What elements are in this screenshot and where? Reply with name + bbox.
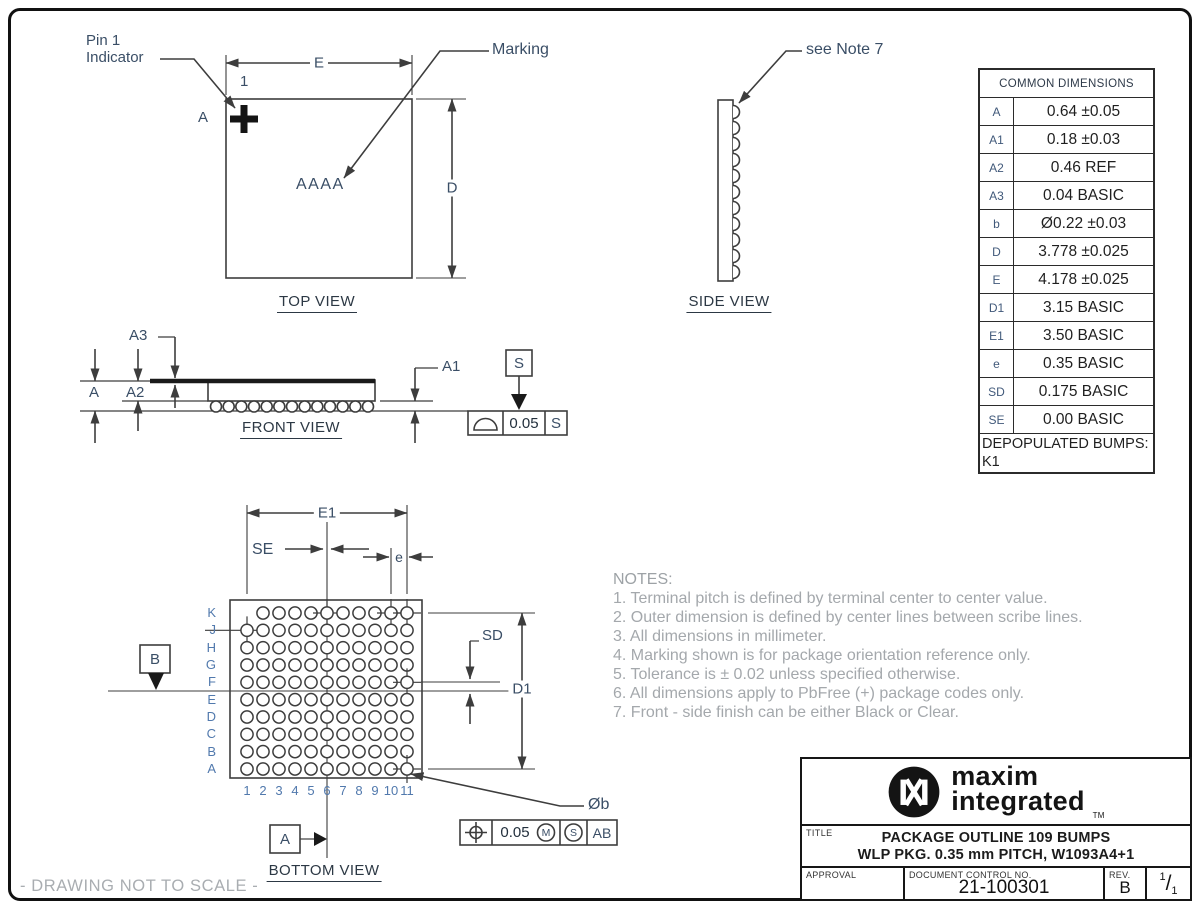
datum-s-label: S (513, 354, 524, 372)
page-slash: / (1165, 871, 1172, 895)
side-bump (733, 218, 740, 231)
table-row (980, 378, 1153, 406)
bump-B8 (353, 746, 365, 758)
front-bump (312, 401, 323, 412)
rev-value: B (1119, 878, 1131, 897)
bump-C6 (321, 728, 333, 740)
grid-column-label: 10 (383, 783, 399, 798)
grid-column-label: 5 (307, 783, 315, 798)
bump-B10 (385, 746, 397, 758)
dimension-symbol: E (980, 266, 1014, 293)
bump-H1 (241, 642, 253, 654)
dimension-value: 0.18 ±0.03 (1046, 130, 1121, 148)
bump-G6 (321, 659, 333, 671)
flatness-datum: S (550, 414, 561, 432)
bump-C1 (241, 728, 253, 740)
page-denominator: 1 (1171, 884, 1178, 897)
dimensions-table-rows (980, 98, 1153, 434)
front-view-caption: FRONT VIEW (240, 419, 342, 439)
datum-a-triangle-icon (314, 832, 327, 846)
bump-C11 (401, 728, 413, 740)
table-row (980, 350, 1153, 378)
bump-F3 (273, 676, 285, 688)
page-numerator: 1 (1159, 870, 1166, 883)
bump-C3 (273, 728, 285, 740)
marking-leader (344, 51, 489, 178)
bump-E8 (353, 694, 365, 706)
datum-b-triangle-icon (148, 673, 164, 690)
table-row (980, 406, 1153, 434)
datum-s-triangle-icon (511, 394, 527, 410)
bump-E3 (273, 694, 285, 706)
grid-column-label: 8 (355, 783, 363, 798)
side-bump (733, 106, 740, 119)
table-row (980, 182, 1153, 210)
bump-A5 (305, 763, 317, 775)
dimension-value: 3.50 BASIC (1043, 326, 1124, 344)
table-row (980, 266, 1153, 294)
dimension-value: 0.04 BASIC (1043, 186, 1124, 204)
bump-A8 (353, 763, 365, 775)
dim-d1-label: D1 (508, 681, 535, 698)
side-bump (733, 202, 739, 215)
position-symbol-icon (465, 822, 487, 843)
bump-B7 (337, 746, 349, 758)
front-bump (223, 401, 234, 412)
brand-line1: maxim (951, 760, 1039, 791)
bump-G9 (369, 659, 381, 671)
grid-column-label: 6 (323, 783, 331, 798)
flatness-value: 0.05 (509, 414, 539, 432)
bump-H9 (369, 642, 381, 654)
side-bump (733, 250, 740, 263)
bump-H3 (273, 642, 285, 654)
bump-D2 (257, 711, 269, 723)
dim-b-label: Øb (588, 796, 610, 813)
top-view (160, 51, 489, 278)
pin1-indicator-cross (230, 105, 258, 133)
bump-D1 (241, 711, 253, 723)
depopulated-line1: DEPOPULATED BUMPS: (982, 436, 1149, 452)
note-item: 5. Tolerance is ± 0.02 unless specified otherwise. (613, 666, 961, 683)
dimension-symbol: A2 (980, 154, 1014, 181)
bump-A11 (401, 763, 413, 775)
bump-F11 (401, 676, 413, 688)
bump-B4 (289, 746, 301, 758)
side-view-body (718, 100, 733, 281)
dim-se-label: SE (252, 541, 274, 558)
dimension-value: 0.175 BASIC (1038, 382, 1129, 400)
depopulated-line2: K1 (982, 454, 1000, 470)
grid-column-label: 2 (259, 783, 267, 798)
marking-text: AAAA (296, 176, 345, 193)
dim-a3-label: A3 (129, 327, 148, 344)
grid-column-label: 1 (243, 783, 251, 798)
side-bump (733, 170, 740, 183)
side-bump (733, 122, 740, 135)
top-datum-a-label: A (198, 109, 209, 126)
bump-C9 (369, 728, 381, 740)
grid-row-label: C (206, 726, 216, 741)
bump-B1 (241, 746, 253, 758)
bump-A7 (337, 763, 349, 775)
dim-e-pitch-label: e (395, 549, 403, 565)
grid-column-label: 9 (371, 783, 379, 798)
note-item: 4. Marking shown is for package orientation reference only. (613, 647, 1031, 664)
top-view-caption: TOP VIEW (277, 293, 357, 313)
dimension-symbol: D (980, 238, 1014, 265)
dim-sd-label: SD (482, 627, 503, 644)
dim-a2-label: A2 (126, 384, 145, 401)
dimension-symbol: E1 (980, 322, 1014, 349)
table-row (980, 154, 1153, 182)
docno-tag: DOCUMENT CONTROL NO. (909, 870, 1032, 881)
common-dimensions-table (978, 68, 1155, 474)
brand-line2: integrated (951, 785, 1085, 816)
bump-J8 (353, 624, 365, 636)
bump-F2 (257, 676, 269, 688)
approval-tag: APPROVAL (806, 870, 857, 881)
maxim-logo-icon (887, 765, 941, 819)
seating-plane-symbol-icon (474, 419, 497, 431)
grid-row-label: E (207, 692, 216, 707)
bump-F4 (289, 676, 301, 688)
datum-b-label: B (149, 650, 160, 668)
front-bump (325, 401, 336, 412)
bump-E11 (401, 694, 413, 706)
see-note-7-label: see Note 7 (806, 41, 884, 58)
bump-B3 (273, 746, 285, 758)
dim-d-label: D (443, 180, 462, 197)
dimension-symbol: SE (980, 406, 1014, 433)
position-datum-s: S (569, 827, 578, 839)
dim-a-label: A (89, 384, 100, 401)
bump-J3 (273, 624, 285, 636)
bump-J1 (241, 624, 253, 636)
grid-column-label: 11 (400, 783, 414, 798)
bump-H4 (289, 642, 301, 654)
rev-cell (1103, 868, 1145, 899)
bump-D7 (337, 711, 349, 723)
front-bump (287, 401, 298, 412)
dimension-value: 3.778 ±0.025 (1038, 242, 1129, 260)
side-view-bumps (733, 106, 740, 279)
bump-G10 (385, 659, 397, 671)
grid-row-label: G (205, 657, 216, 672)
front-bump (274, 401, 285, 412)
bump-K2 (257, 607, 269, 619)
note-item: 3. All dimensions in millimeter. (613, 628, 827, 645)
bump-D4 (289, 711, 301, 723)
bump-G3 (273, 659, 285, 671)
table-row (980, 322, 1153, 350)
bump-A4 (289, 763, 301, 775)
position-datum-ab: AB (592, 824, 612, 841)
brand-tm: TM (1092, 810, 1105, 820)
grid-column-label: 7 (339, 783, 347, 798)
bottom-view-caption: BOTTOM VIEW (267, 862, 382, 882)
bump-E2 (257, 694, 269, 706)
table-row (980, 210, 1153, 238)
dimension-value: 0.64 ±0.05 (1046, 102, 1121, 120)
page-cell (1145, 868, 1190, 899)
bump-F5 (305, 676, 317, 688)
bump-J4 (289, 624, 301, 636)
not-to-scale-note: - DRAWING NOT TO SCALE - (20, 877, 259, 895)
bump-E7 (337, 694, 349, 706)
bump-J7 (337, 624, 349, 636)
bump-J11 (401, 624, 413, 636)
notes-block (613, 570, 1083, 722)
bump-D10 (385, 711, 397, 723)
brand-line2-wrap (951, 785, 1105, 820)
dim-e1-label: E1 (314, 505, 340, 522)
document-control-number: 21-100301 (958, 877, 1050, 898)
bottom-view (108, 505, 617, 858)
note-item: 7. Front - side finish can be either Black or Clear. (613, 704, 959, 721)
bump-G5 (305, 659, 317, 671)
bump-F8 (353, 676, 365, 688)
front-bump (299, 401, 310, 412)
bump-K11 (401, 607, 413, 619)
bump-K6 (321, 607, 333, 619)
position-value: 0.05 (500, 824, 530, 841)
bump-E9 (369, 694, 381, 706)
note-item: 6. All dimensions apply to PbFree (+) package codes only. (613, 685, 1025, 702)
bump-H2 (257, 642, 269, 654)
front-bump (236, 401, 247, 412)
bump-J10 (385, 624, 397, 636)
bump-D11 (401, 711, 413, 723)
dimension-value: 4.178 ±0.025 (1038, 270, 1129, 288)
bump-D3 (273, 711, 285, 723)
dimension-value: Ø0.22 ±0.03 (1040, 214, 1127, 232)
grid-row-label: B (207, 744, 216, 759)
side-view-caption: SIDE VIEW (686, 293, 771, 313)
bump-F9 (369, 676, 381, 688)
bump-E6 (321, 694, 333, 706)
dimension-value: 0.00 BASIC (1043, 410, 1124, 428)
dimensions-table-header: COMMON DIMENSIONS (980, 70, 1153, 98)
bump-E5 (305, 694, 317, 706)
grid-row-label: K (207, 605, 216, 620)
dimension-symbol: A3 (980, 182, 1014, 209)
table-row (980, 294, 1153, 322)
side-bump (733, 138, 740, 151)
front-view-bumps (211, 401, 374, 412)
bump-B6 (321, 746, 333, 758)
bump-G7 (337, 659, 349, 671)
bump-D9 (369, 711, 381, 723)
side-bump (733, 266, 740, 279)
bump-C7 (337, 728, 349, 740)
note-item: 1. Terminal pitch is defined by terminal center to center value. (613, 590, 1048, 607)
title-tag: TITLE (806, 828, 833, 839)
dimension-symbol: b (980, 210, 1014, 237)
dimension-symbol: D1 (980, 294, 1014, 321)
bump-H6 (321, 642, 333, 654)
datum-a-label: A (279, 830, 290, 848)
title-section (802, 824, 1190, 866)
bump-F7 (337, 676, 349, 688)
bump-G2 (257, 659, 269, 671)
grid-row-label: A (207, 761, 216, 776)
bump-B9 (369, 746, 381, 758)
drawing-title-line2: WLP PKG. 0.35 mm PITCH, W1093A4+1 (857, 847, 1135, 864)
front-bump (249, 401, 260, 412)
bump-F6 (321, 676, 333, 688)
bump-G8 (353, 659, 365, 671)
bump-E1 (241, 694, 253, 706)
bump-C8 (353, 728, 365, 740)
dimension-symbol: A1 (980, 126, 1014, 153)
note-item: 2. Outer dimension is defined by center lines between scribe lines. (613, 609, 1083, 626)
bump-D5 (305, 711, 317, 723)
dimension-value: 0.46 REF (1050, 158, 1117, 176)
bump-E4 (289, 694, 301, 706)
dim-e-label: E (310, 55, 328, 72)
table-row (980, 238, 1153, 266)
bump-K8 (353, 607, 365, 619)
dimension-symbol: SD (980, 378, 1014, 405)
front-bump (261, 401, 272, 412)
bump-C4 (289, 728, 301, 740)
notes-heading: NOTES: (613, 571, 673, 588)
pin1-leader (160, 59, 235, 108)
dim-a1-label: A1 (442, 358, 461, 375)
notes-list (613, 589, 1083, 722)
side-bump (733, 186, 740, 199)
bump-J6 (321, 624, 333, 636)
title-block (800, 757, 1192, 901)
bump-G1 (241, 659, 253, 671)
pin1-number-label: 1 (240, 73, 249, 90)
rev-tag: REV. (1109, 870, 1131, 881)
bump-K7 (337, 607, 349, 619)
bump-D6 (321, 711, 333, 723)
side-bump (733, 154, 740, 167)
bump-H5 (305, 642, 317, 654)
drawing-title-line1: PACKAGE OUTLINE 109 BUMPS (881, 830, 1111, 847)
grid-column-label: 4 (291, 783, 299, 798)
grid-row-label: H (206, 640, 216, 655)
marking-label: Marking (492, 41, 549, 58)
front-bump (337, 401, 348, 412)
depopulated-bumps-note (980, 434, 1153, 472)
bump-C10 (385, 728, 397, 740)
brand-row (802, 759, 1190, 824)
bump-A1 (241, 763, 253, 775)
bump-A2 (257, 763, 269, 775)
bump-A3 (273, 763, 285, 775)
position-modifier-m: M (541, 827, 551, 839)
dimension-symbol: A (980, 98, 1014, 125)
bump-H11 (401, 642, 413, 654)
bump-K3 (273, 607, 285, 619)
front-bump (350, 401, 361, 412)
bump-E10 (385, 694, 397, 706)
bump-D8 (353, 711, 365, 723)
grid-row-label: F (208, 674, 216, 689)
approval-cell (802, 868, 903, 899)
bump-K4 (289, 607, 301, 619)
bump-A9 (369, 763, 381, 775)
side-view (718, 51, 802, 281)
front-bump (363, 401, 374, 412)
document-control-cell (903, 868, 1103, 899)
brand-wordmark (951, 760, 1105, 820)
bump-F1 (241, 676, 253, 688)
front-bump (211, 401, 222, 412)
bump-C5 (305, 728, 317, 740)
grid-row-label: J (209, 622, 216, 637)
dimension-symbol: e (980, 350, 1014, 377)
side-bump (733, 234, 740, 247)
bump-diameter-leader (411, 774, 584, 806)
bump-C2 (257, 728, 269, 740)
dimension-value: 3.15 BASIC (1043, 298, 1124, 316)
pin1-label-line1: Pin 1 (86, 32, 121, 49)
bump-H7 (337, 642, 349, 654)
bump-B2 (257, 746, 269, 758)
note7-leader (739, 51, 802, 103)
bump-H8 (353, 642, 365, 654)
bump-H10 (385, 642, 397, 654)
grid-column-label: 3 (275, 783, 283, 798)
bump-G4 (289, 659, 301, 671)
pin1-label-line2: Indicator (86, 48, 144, 66)
title-block-bottom-row (802, 866, 1190, 899)
table-row (980, 126, 1153, 154)
dimension-value: 0.35 BASIC (1043, 354, 1124, 372)
page-fraction (1159, 871, 1177, 897)
bump-J5 (305, 624, 317, 636)
table-row (980, 98, 1153, 126)
bump-B5 (305, 746, 317, 758)
bump-J2 (257, 624, 269, 636)
pin1-indicator-label (86, 33, 144, 67)
bump-A6 (321, 763, 333, 775)
bump-J9 (369, 624, 381, 636)
grid-row-label: D (206, 709, 216, 724)
